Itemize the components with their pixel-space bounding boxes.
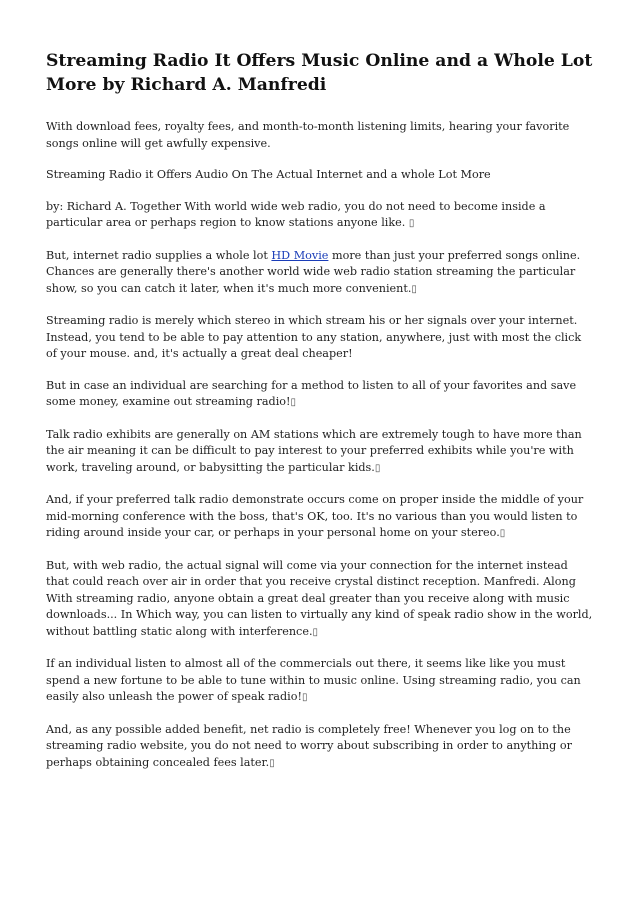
missing-glyph-box: ▯	[290, 397, 297, 408]
hd-movie-link[interactable]: HD Movie	[271, 248, 329, 262]
paragraph-free-radio: And, as any possible added benefit, net radio is completely free! Whenever you log on to the streaming radio website, you do not need to worry about subscribing in order to anything or perhaps obtaining concealed fees later.▯	[46, 722, 572, 769]
paragraph-intro: With download fees, royalty fees, and month-to-month listening limits, hearing your favorite songs online will get awfully expensive.	[46, 120, 570, 150]
paragraph-internet-radio: But, internet radio supplies a whole lot HD Movie more than just your preferred songs online. Chances are generally there's another world wide web radio station streaming the particular show, so you can catch it later, when it's much more convenient.▯	[46, 248, 581, 295]
paragraph-talk-radio: Talk radio exhibits are generally on AM stations which are extremely tough to have more than the air meaning it can be difficult to pay interest to your preferred exhibits while you're with work, traveling around, or babysitting the particular kids.▯	[46, 427, 582, 474]
paragraph-conference: And, if your preferred talk radio demonstrate occurs come on proper inside the middle of your mid-morning conference with the boss, that's OK, too. It's no various than you would listen to riding around inside your car, or perhaps in your personal home on your stereo.▯	[46, 493, 584, 539]
missing-glyph-box: ▯	[408, 218, 415, 229]
paragraph-byline: by: Richard A. Together With world wide web radio, you do not need to become inside a particular area or perhaps region to know stations anyone like. ▯	[46, 199, 546, 229]
paragraph-streaming-radio: Streaming radio is merely which stereo in which stream his or her signals over your internet. Instead, you tend to be able to pay attention to any station, anywhere, just with most the click of your mouse. and, it's actually a great deal cheaper!	[46, 314, 582, 360]
document-page	[46, 49, 594, 787]
paragraph-commercials: If an individual listen to almost all of the commercials out there, it seems like like you must spend a new fortune to be able to tune within to music online. Using streaming radio, you can easily also unleash the power of speak radio!▯	[46, 657, 581, 703]
missing-glyph-box: ▯	[269, 757, 275, 769]
missing-glyph-box: ▯	[499, 528, 506, 539]
paragraph-subtitle: Streaming Radio it Offers Audio On The Actual Internet and a whole Lot More	[46, 168, 491, 181]
missing-glyph-box: ▯	[411, 283, 417, 295]
paragraph-save-money: But in case an individual are searching for a method to listen to all of your favorites and save some money, examine out streaming radio!▯	[46, 378, 577, 408]
missing-glyph-box: ▯	[374, 462, 381, 474]
paragraph-web-radio-signal: But, with web radio, the actual signal will come via your connection for the internet instead that could reach over air in order that you receive crystal distinct reception. Manfredi. Along With streaming radio, anyone obtain a great deal greater than you receive along with music downloads... In Which way, you can listen to virtually any kind of speak radio show in the world, without battling static along with interference.▯	[46, 558, 593, 638]
missing-glyph-box: ▯	[312, 626, 319, 638]
document-title: Streaming Radio It Offers Music Online and a Whole Lot More by Richard A. Manfredi	[46, 51, 593, 95]
missing-glyph-box: ▯	[301, 692, 308, 703]
